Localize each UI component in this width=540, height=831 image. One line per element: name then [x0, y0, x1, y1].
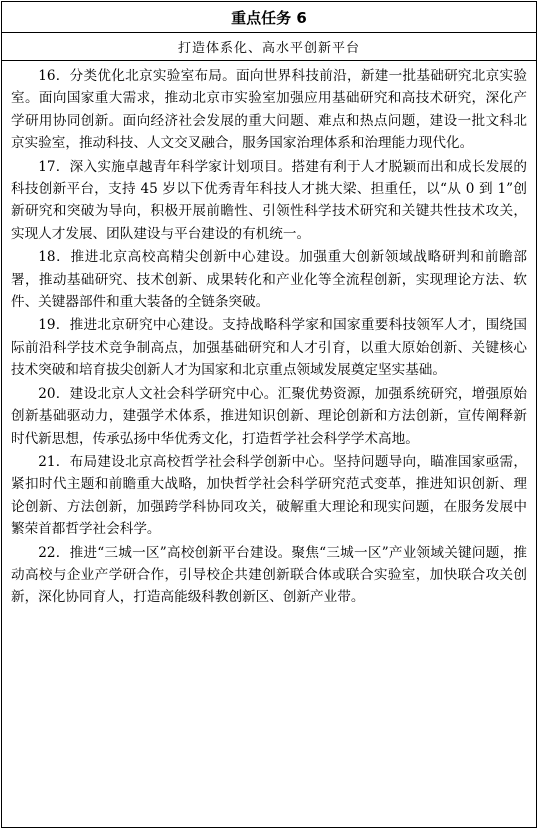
task-box: [1, 1, 537, 828]
task-item-18: 18．推进北京高校高精尖创新中心建设。加强重大创新领域战略研判和前瞻部署，推动基础研究、技术创新、成果转化和产业化等全流程创新，实现理论方法、软件、关键器部件和重大装备的全链条突破。: [11, 249, 527, 311]
task-item-22: 22．推进“三城一区”高校创新平台建设。聚焦“三城一区”产业领域关键问题，推动高校与企业产学研合作，引导校企共建创新联合体或联合实验室，加快联合攻关创新，深化协同育人，打造高能级科教创新区、创新产业带。: [11, 544, 527, 606]
box-subtitle: 打造体系化、高水平创新平台: [2, 33, 536, 61]
task-item-21: 21．布局建设北京高校哲学社会科学创新中心。坚持问题导向，瞄准国家亟需，紧扣时代主题和前瞻重大战略，加快哲学社会科学研究范式变革，推进知识创新、理论创新、方法创新，加强跨学科协同攻关，破解重大理论和现实问题，在服务发展中繁荣首都哲学社会科学。: [11, 453, 527, 538]
task-item-19: 19．推进北京研究中心建设。支持战略科学家和国家重要科技领军人才，围绕国际前沿科学技术竞争制高点，加强基础研究和人才引育，以重大原始创新、关键核心技术突破和培育拔尖创新人才为国家和北京重点领域发展奠定坚实基础。: [11, 317, 527, 379]
task-item-16: 16．分类优化北京实验室布局。面向世界科技前沿，新建一批基础研究北京实验室。面向国家重大需求，推动北京市实验室加强应用基础研究和高技术研究，深化产学研用协同创新。面向经济社会发展的重大问题、难点和热点问题，建设一批文科北京实验室，推动科技、人文交叉融合，服务国家治理体系和治理能力现代化。: [11, 68, 527, 152]
task-item-20: 20．建设北京人文社会科学研究中心。汇聚优势资源，加强系统研究，增强原始创新基础驱动力，建强学术体系，推进知识创新、理论创新和方法创新，宣传阐释新时代新思想，传承弘扬中华优秀文化，打造哲学社会科学学术高地。: [11, 385, 527, 447]
task-item-17: 17．深入实施卓越青年科学家计划项目。搭建有利于人才脱颖而出和成长发展的科技创新平台，支持 45 岁以下优秀青年科技人才挑大梁、担重任，以“从 0 到 1”创新研究和突破为导向，积极开展前瞻性、引领性科学技术研究和关键共性技术攻关，实现人才发展、团队建设与平台建设的有机统一。: [11, 158, 527, 242]
box-title: 重点任务 6: [2, 2, 536, 33]
task-content: [2, 61, 536, 609]
